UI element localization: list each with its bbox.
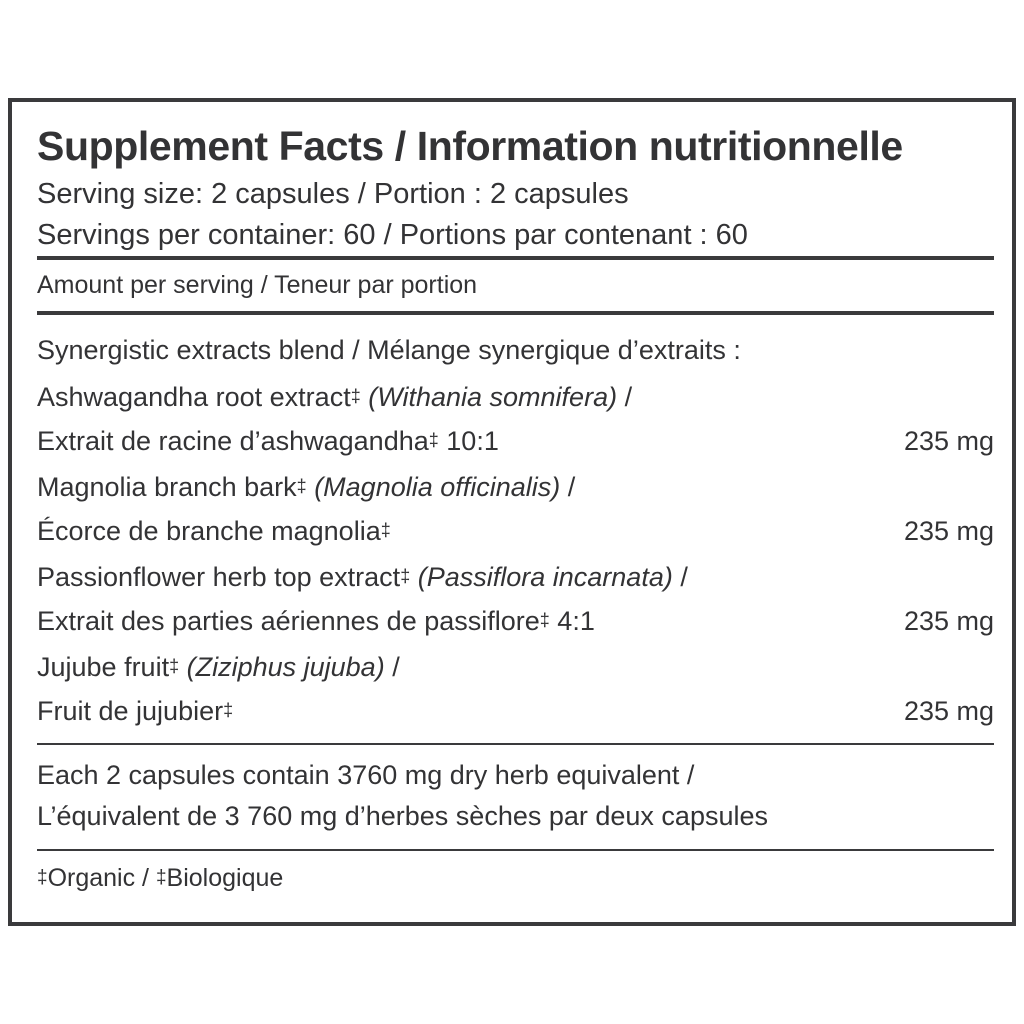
ingredient-latin-name: (Withania somnifera) — [368, 382, 618, 412]
organic-marker-icon: ‡ — [37, 867, 48, 888]
organic-marker-icon: ‡ — [539, 610, 550, 630]
organic-marker-icon: ‡ — [169, 656, 180, 676]
ingredient-separator: / — [384, 652, 400, 682]
ingredient-amount: 235 mg — [903, 426, 994, 456]
ingredient-line-en — [37, 465, 994, 509]
ingredient-name-fr: Fruit de jujubier — [37, 696, 224, 726]
ingredient-name-en: Ashwagandha root extract — [37, 382, 351, 412]
ingredient-line-fr — [37, 419, 994, 463]
organic-marker-icon: ‡ — [428, 430, 439, 450]
organic-marker-icon: ‡ — [223, 700, 234, 720]
ingredient-row-passionflower — [37, 555, 994, 643]
ingredient-list — [37, 315, 994, 743]
label-content — [37, 118, 994, 895]
blend-heading: Synergistic extracts blend / Mélange synergique d’extraits : — [37, 335, 741, 365]
ingredient-row-ashwagandha — [37, 375, 994, 463]
serving-size-text: Serving size: 2 capsules / Portion : 2 capsules — [37, 178, 629, 210]
organic-marker-icon: ‡ — [155, 867, 167, 888]
organic-marker-icon: ‡ — [400, 566, 411, 586]
ingredient-line-en — [37, 375, 994, 419]
amount-per-serving-header: Amount per serving / Teneur par portion — [37, 271, 478, 299]
ingredient-name-en: Magnolia branch bark — [37, 472, 297, 502]
ingredient-name-fr: Extrait des parties aériennes de passiflore — [37, 606, 540, 636]
ingredient-name-fr: Écorce de branche magnolia — [37, 516, 381, 546]
ingredient-latin-name: (Magnolia officinalis) — [314, 472, 561, 502]
ingredient-name-en: Passionflower herb top extract — [37, 562, 401, 592]
ingredient-line-fr — [37, 599, 994, 643]
page-title: Supplement Facts / Information nutritionnelle — [37, 123, 903, 169]
equivalence-line-fr: L’équivalent de 3 760 mg d’herbes sèches par deux capsules — [37, 801, 768, 831]
ingredient-separator: / — [617, 382, 633, 412]
supplement-facts-panel — [8, 98, 1016, 926]
ingredient-ratio: 4:1 — [549, 606, 595, 636]
equivalence-line-en: Each 2 capsules contain 3760 mg dry herb equivalent / — [37, 760, 695, 790]
servings-per-container-text: Servings per container: 60 / Portions par contenant : 60 — [37, 219, 748, 251]
organic-marker-icon: ‡ — [350, 386, 361, 406]
dry-herb-equivalence — [37, 745, 994, 849]
ingredient-latin-name: (Passiflora incarnata) — [417, 562, 673, 592]
organic-marker-icon: ‡ — [296, 476, 307, 496]
ingredient-separator: / — [672, 562, 688, 592]
organic-marker-icon: ‡ — [380, 520, 391, 540]
ingredient-name-en: Jujube fruit — [37, 652, 170, 682]
ingredient-line-en — [37, 645, 994, 689]
footnote-text-en: Organic / — [47, 864, 156, 892]
ingredient-amount: 235 mg — [903, 696, 994, 726]
ingredient-row-magnolia — [37, 465, 994, 553]
ingredient-line-en — [37, 555, 994, 599]
ingredient-line-fr — [37, 509, 994, 553]
ingredient-row-jujube — [37, 645, 994, 733]
ingredient-name-fr: Extrait de racine d’ashwagandha — [37, 426, 429, 456]
ingredient-latin-name: (Ziziphus jujuba) — [186, 652, 385, 682]
footnote-text-fr: Biologique — [166, 864, 284, 892]
ingredient-separator: / — [560, 472, 576, 502]
ingredient-amount: 235 mg — [903, 606, 994, 636]
ingredient-ratio: 10:1 — [438, 426, 499, 456]
footnote — [37, 851, 994, 895]
ingredient-amount: 235 mg — [903, 516, 994, 546]
ingredient-line-fr — [37, 689, 994, 733]
